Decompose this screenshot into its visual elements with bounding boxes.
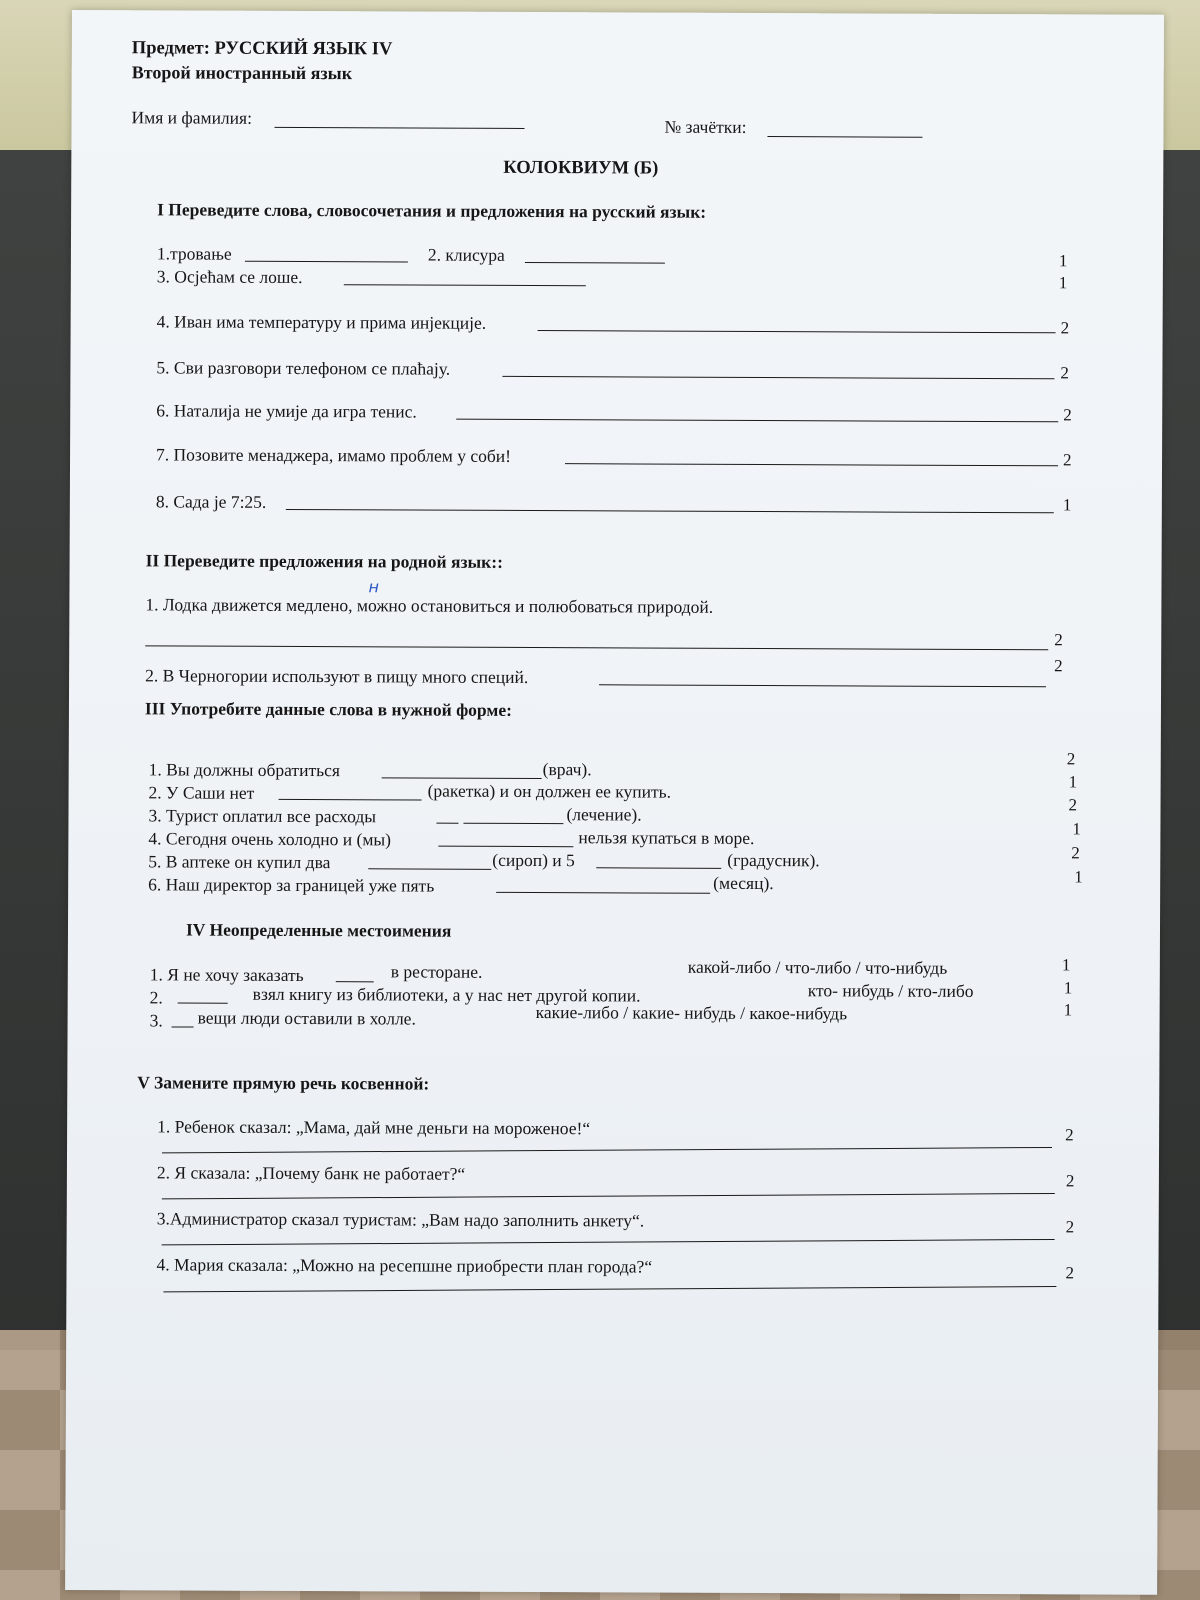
handwritten-correction: н — [368, 577, 379, 597]
s3-item1-post: (врач). — [542, 759, 592, 780]
s1-item2: 2. клисура — [427, 244, 505, 265]
s3-item3-pre: 3. Турист оплатил все расходы — [148, 805, 377, 827]
s5-item4-blank[interactable] — [163, 1286, 1056, 1292]
s5-item3-points: 2 — [1065, 1217, 1075, 1237]
s4-item1-points: 1 — [1061, 955, 1071, 975]
s1-item3-blank[interactable] — [344, 284, 586, 286]
s1-item4-points: 2 — [1060, 318, 1070, 338]
section4-heading: IV Неопределенные местоимения — [185, 919, 452, 941]
s3-item4-blank[interactable] — [438, 846, 573, 848]
s3-item4-pre: 4. Сегодня очень холодно и (мы) — [148, 828, 392, 850]
s3-item1-blank[interactable] — [382, 777, 542, 779]
s3-item1-pre: 1. Вы должны обратиться — [148, 759, 340, 781]
s3-item3-post: (лечение). — [566, 804, 642, 825]
s5-item3-blank[interactable] — [162, 1239, 1055, 1245]
s5-item2-blank[interactable] — [162, 1193, 1055, 1199]
s5-item4: 4. Мария сказала: „Можно на ресепшне приобрести план города?“ — [156, 1254, 653, 1277]
name-label: Имя и фамилия: — [131, 107, 253, 128]
s3-item5-blank-b[interactable] — [596, 867, 721, 869]
s1-item7-points: 2 — [1063, 450, 1072, 470]
section5-heading: V Замените прямую речь косвенной: — [137, 1072, 430, 1094]
s5-item1-points: 2 — [1065, 1125, 1074, 1145]
s3-item6-blank[interactable] — [496, 892, 710, 894]
s1-item8-points: 1 — [1062, 495, 1072, 515]
s1-item6: 6. Наталија не умије да игра тенис. — [156, 400, 417, 422]
s3-item3-points: 2 — [1068, 795, 1078, 815]
s2-item1-points: 2 — [1054, 630, 1063, 650]
s1-item6-points: 2 — [1063, 405, 1072, 425]
s3-item1-points: 2 — [1066, 749, 1076, 769]
s3-item6-points: 1 — [1074, 867, 1083, 887]
s1-item7-blank[interactable] — [565, 463, 1058, 466]
s4-item1-blank[interactable] — [336, 981, 374, 982]
s1-item8: 8. Сада је 7:25. — [155, 491, 267, 512]
s4-item3-points: 1 — [1063, 1000, 1073, 1020]
s1-item3: 3. Осјећам се лоше. — [156, 266, 303, 288]
s5-item1: 1. Ребенок сказал: „Мама, дай мне деньги на мороженое!“ — [157, 1116, 591, 1139]
s3-item5-post: (градусник). — [727, 849, 820, 871]
s3-item5-blank-a[interactable] — [368, 868, 491, 870]
s3-item4-points: 1 — [1072, 819, 1081, 839]
name-blank[interactable] — [274, 127, 524, 129]
subject-title: Предмет: РУССКИЙ ЯЗЫК IV — [131, 38, 393, 60]
s1-item1: 1.тровање — [156, 243, 232, 264]
s2-item1-blank[interactable] — [145, 645, 1048, 650]
s3-item2-blank[interactable] — [279, 799, 422, 801]
s3-item5-mid: (сироп) и 5 — [492, 849, 575, 871]
s2-item2: 2. В Черногории используют в пищу много специй. — [145, 665, 529, 687]
s5-item4-points: 2 — [1065, 1263, 1075, 1283]
s5-item3: 3.Администратор сказал туристам: „Вам надо заполнить анкету“. — [156, 1208, 645, 1231]
s1-item1-blank[interactable] — [245, 261, 408, 263]
s1-item5: 5. Сви разговори телефоном се плаћају. — [156, 357, 451, 379]
s4-item3-pre: 3. — [149, 1010, 163, 1031]
s5-item2: 2. Я сказала: „Почему банк не работает?“ — [156, 1162, 466, 1184]
s3-item2-points: 1 — [1068, 772, 1078, 792]
s1-item6-blank[interactable] — [456, 419, 1058, 423]
s2-item2-points: 2 — [1054, 656, 1063, 676]
s4-item2-options: кто- нибудь / кто-либо — [807, 980, 974, 1001]
s4-item1-pre: 1. Я не хочу заказать — [149, 964, 304, 986]
s3-item2-pre: 2. У Саши нет — [148, 782, 255, 803]
s1-item8-blank[interactable] — [286, 509, 1054, 513]
s4-item2-points: 1 — [1063, 978, 1073, 998]
s5-item1-blank[interactable] — [162, 1147, 1052, 1153]
s3-item4-post: нельзя купаться в море. — [578, 827, 755, 848]
s1-item7: 7. Позовите менаджера, имамо проблем у соби! — [156, 444, 512, 466]
s2-item1: 1. Лодка движется медлено, можно остановиться и полюбоваться природой. — [145, 594, 714, 617]
record-book-blank[interactable] — [767, 136, 922, 138]
exam-sheet — [65, 10, 1164, 1595]
s3-item3-blank-b[interactable] — [463, 823, 563, 824]
s1-item4-blank[interactable] — [538, 330, 1056, 333]
section2-heading: II Переведите предложения на родной язык:: — [145, 550, 503, 572]
s2-item2-blank[interactable] — [599, 684, 1046, 687]
s1-item3-points: 1 — [1058, 273, 1068, 293]
exam-title: КОЛОКВИУМ (Б) — [503, 157, 659, 179]
s1-item1-points: 1 — [1058, 251, 1068, 271]
s4-item2-blank[interactable] — [178, 1002, 228, 1003]
s1-item2-blank[interactable] — [525, 262, 665, 264]
s4-item2-post: взял книгу из библиотеки, а у нас нет другой копии. — [252, 983, 641, 1006]
s1-item5-blank[interactable] — [502, 376, 1054, 379]
s1-item4: 4. Иван има температуру и прима инјекције. — [156, 311, 487, 333]
s3-item2-post: (ракетка) и он должен ее купить. — [427, 780, 672, 802]
s4-item3-post: вещи люди оставили в холле. — [197, 1007, 416, 1029]
s4-item3-options: какие-либо / какие- нибудь / какое-нибудь — [535, 1002, 848, 1024]
s3-item5-pre: 5. В аптеке он купил два — [148, 851, 331, 873]
s3-item5-points: 2 — [1071, 843, 1080, 863]
s4-item1-post: в ресторане. — [390, 961, 483, 982]
s4-item3-blank[interactable] — [172, 1026, 194, 1027]
section1-heading: I Переведите слова, словосочетания и предложения на русский язык: — [157, 199, 707, 222]
record-book-label: № зачётки: — [664, 116, 747, 137]
language-subtitle: Второй иностранный язык — [131, 62, 353, 84]
s5-item2-points: 2 — [1065, 1171, 1075, 1191]
s3-item6-post: (месяц). — [713, 872, 774, 894]
s1-item5-points: 2 — [1060, 363, 1069, 383]
s4-item2-pre: 2. — [149, 987, 163, 1008]
section3-heading: III Употребите данные слова в нужной форме: — [144, 698, 512, 720]
s3-item3-blank-a[interactable] — [436, 823, 458, 824]
s3-item6-pre: 6. Наш директор за границей уже пять — [148, 874, 435, 896]
s4-item1-options: какой-либо / что-либо / что-нибудь — [687, 956, 948, 978]
